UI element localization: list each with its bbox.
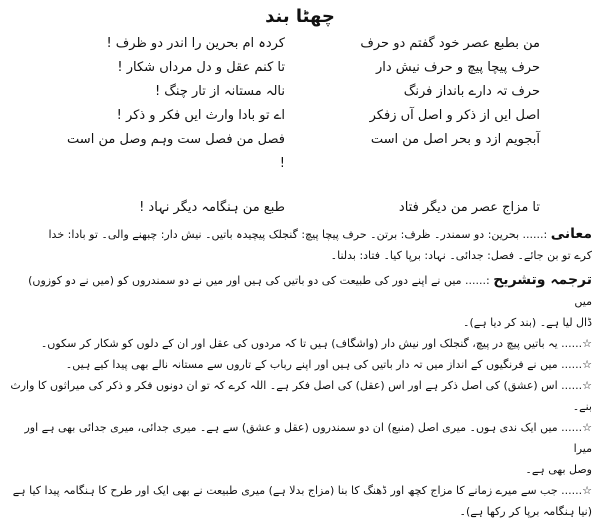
couplet	[60, 80, 540, 104]
couplet-1-second: کردہ ام بحرین را اندر دو ظرف !	[106, 36, 285, 51]
couplet	[60, 104, 540, 128]
translation-line-1	[8, 270, 592, 312]
translation-text: :...... میں نے اپنے دور کی طبیعت کی دو باتیں کی ہیں اور میں نے دو سمندروں کو (میں نے دو کوزوں) میں	[28, 274, 592, 308]
couplet	[60, 32, 540, 56]
couplet-4-second: اے تو بادا وارث ایں فکر و ذکر !	[116, 108, 285, 123]
explanation-item: ☆...... میں نے فرنگیوں کے انداز میں تہ دار باتیں کی ہیں اور اپنے رباب کے تاروں سے مستانہ نالے بھی پیدا کیے ہیں۔	[65, 358, 592, 371]
couplet-4-first: اصل ایں از ذکر و اصل آں زفکر	[369, 108, 540, 123]
translation-heading: ترجمہ وتشریح	[493, 272, 592, 288]
explanation-item: ☆...... یہ باتیں پیچ در پیچ، گنجلک اور نیش دار (واشگاف) ہیں تا کہ مردوں کی عقل اور ان کے دلوں کو شکار کر سکوں۔	[40, 337, 592, 350]
section-title: چھٹا بند	[265, 6, 335, 27]
explanation-item-cont: (نیا ہنگامہ برپا کر رکھا ہے)۔	[459, 505, 592, 518]
explanation-item: ☆...... میں ایک ندی ہوں۔ میری اصل (منبع) ان دو سمندروں (عقل و عشق) سے ہے۔ میری جدائی، میری جدائی بھی ہے اور میرا	[24, 421, 592, 455]
couplet-2-second: تا کنم عقل و دل مرداں شکار !	[117, 60, 285, 75]
meanings-text: :...... بحرین: دو سمندر۔ ظرف: برتن۔ حرف پیچا پیچ: گنجلک پیچیدہ باتیں۔ نیش دار: چبھنے والی۔ تو بادا: خدا	[48, 228, 548, 241]
couplet-5-second: فصل من فصل ست وہم وصل من است !	[67, 132, 285, 171]
meanings-section	[8, 224, 592, 266]
explanation-item-cont: وصل بھی ہے۔	[525, 463, 592, 476]
meanings-heading: معانی	[550, 226, 592, 242]
translation-line-2: ڈال لیا ہے۔ (بند کر دیا ہے)۔	[463, 316, 592, 329]
explanation-item: ☆...... جب سے میرے زمانے کا مزاج کچھ اور ڈھنگ کا بنا (مزاج بدلا ہے) میری طبیعت نے بھی ایک اور طرح کا ہنگامہ پیدا کیا ہے	[12, 484, 592, 497]
couplet	[60, 56, 540, 80]
couplet-3-second: نالہ مستانہ از تار چنگ !	[154, 84, 285, 99]
couplet-1-first: من بطبع عصر خود گفتم دو حرف	[360, 36, 540, 51]
translation-section	[8, 270, 592, 522]
couplet-6-second: طبع من ہنگامہ دیگر نہاد !	[139, 200, 285, 215]
couplet-3-first: حرف تہ دارے بانداز فرنگ	[403, 84, 540, 99]
meanings-line-2: کرے تو بن جائے۔ فصل: جدائی۔ نہاد: برپا کیا۔ فتاد: بدلنا۔	[330, 249, 592, 262]
meanings-line-1	[8, 224, 592, 245]
couplet	[60, 196, 540, 220]
couplet	[60, 128, 540, 176]
couplet-6-first: تا مزاج عصر من دیگر فتاد	[398, 200, 540, 215]
poem	[60, 32, 540, 220]
couplet-2-first: حرف پیچا پیچ و حرف نیش دار	[375, 60, 540, 75]
explanation-item: ☆...... اس (عشق) کی اصل ذکر ہے اور اس (عقل) کی اصل فکر ہے۔ اللہ کرے کہ تو ان دونوں فکر و ذکر کی میراثوں کا وارث بنے۔	[10, 379, 592, 413]
couplet-5-first: آبجویم ازد و بحر اصل من است	[370, 132, 540, 147]
